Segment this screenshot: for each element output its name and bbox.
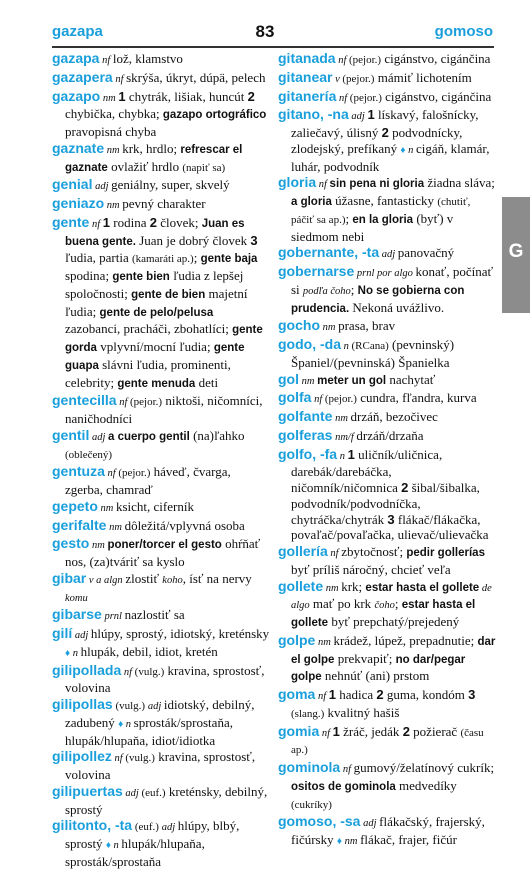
header-rule — [52, 46, 494, 48]
dictionary-entry — [52, 177, 270, 195]
grammar-label: nm — [100, 92, 119, 104]
sense-number: 2 — [247, 88, 255, 104]
usage-note: (pejor.) — [349, 91, 382, 104]
diamond-icon: ♦ — [336, 836, 342, 847]
phrase-example: no dar/pegar golpe — [291, 653, 466, 684]
definition-text: krádež, lúpež, prepadnutie; — [333, 632, 478, 648]
dictionary-entry — [52, 89, 270, 140]
definition-text: hlupák/hlupaňa, sprosták/sprostaňa — [65, 836, 205, 869]
entry-headword: gazapa — [52, 50, 100, 66]
dictionary-entry — [278, 107, 496, 174]
entry-headword: gilipollez — [52, 748, 112, 765]
grammar-label: n — [123, 718, 134, 730]
definition-text: spodina; — [65, 268, 113, 283]
entry-headword: gilí — [52, 625, 73, 641]
phrase-example: gente bien — [112, 271, 170, 283]
entry-headword: gobernante, -ta — [278, 244, 380, 261]
usage-note: (času ap.) — [291, 726, 484, 757]
definition-text: hlúpy, blbý, sprostý — [65, 818, 240, 851]
grammar-label: nm/f — [332, 431, 357, 443]
definition-text: sprosták/sprostaňa, hlupák/hlupaňa, idiot/idiotka — [65, 714, 233, 748]
definition-text: pravopisná chyba — [65, 124, 157, 139]
grammar-label: nf — [112, 73, 127, 85]
dictionary-entry — [278, 337, 496, 371]
phrase-example: No se gobierna con prudencia. — [291, 284, 465, 315]
grammar-label: n — [110, 840, 122, 851]
definition-text: cigánstvo, cigánčina — [381, 51, 491, 66]
definition-text: majetní ľudia; — [65, 285, 248, 319]
dictionary-entry — [278, 51, 496, 69]
phrase-example: refrescar el gaznate — [65, 143, 243, 174]
definition-text: nehnúť (ani) prstom — [321, 668, 430, 684]
grammar-label: nf — [116, 397, 131, 409]
dictionary-entry — [278, 409, 496, 427]
usage-note: (RCana) — [351, 340, 389, 352]
definition-text: gumový/želatínový cukrík; — [353, 760, 495, 775]
definition-text: chytrák, lišiak, huncút — [125, 88, 248, 104]
sense-number: 1 — [102, 214, 110, 230]
entry-headword: gol — [278, 370, 299, 387]
entry-headword: goma — [278, 686, 316, 702]
grammar-label: nm — [299, 375, 318, 387]
definition-text: ; — [345, 210, 353, 226]
entry-headword: golfante — [278, 408, 333, 424]
grammar-label: adj — [379, 249, 398, 261]
definition-text: prasa, brav — [338, 318, 396, 334]
grammar-label: nf — [311, 394, 325, 406]
sense-number: 2 — [149, 214, 157, 230]
phrase-example: sin pena ni gloria — [329, 178, 425, 191]
entry-headword: gilitonto, -ta — [52, 817, 133, 834]
entry-headword: golpe — [278, 631, 316, 648]
definition-text: žráč, jedák — [339, 723, 403, 739]
grammar-label: adj — [161, 822, 178, 834]
dictionary-entry — [278, 447, 496, 544]
grammar-label: komu — [65, 592, 88, 604]
usage-note: (kamaráti ap.) — [132, 253, 194, 266]
definition-text: drzáň, bezočivec — [350, 409, 438, 424]
grammar-label: n — [337, 450, 348, 462]
usage-note: (napiť sa) — [182, 161, 226, 174]
diamond-icon: ♦ — [400, 144, 406, 156]
usage-note: (cukríky) — [291, 798, 332, 811]
entry-headword: geniazo — [52, 195, 105, 211]
entry-headword: gazapo — [52, 87, 101, 104]
usage-note: (chutiť, páčiť sa ap.) — [291, 196, 471, 226]
grammar-label: nm — [106, 521, 125, 533]
dictionary-entry — [278, 372, 496, 390]
grammar-label: nf — [121, 666, 135, 678]
dictionary-entry — [52, 663, 270, 697]
dictionary-entry — [52, 697, 270, 748]
definition-text: ksicht, ciferník — [115, 498, 194, 514]
definition-text: ; — [350, 281, 358, 297]
grammar-label: nm — [315, 636, 334, 648]
dictionary-entry — [278, 264, 496, 317]
definition-text: geniálny, super, skvelý — [111, 177, 230, 193]
dictionary-entry — [52, 571, 270, 607]
page-number: 83 — [255, 22, 275, 41]
sense-number: 1 — [118, 88, 126, 104]
grammar-label: čoho — [374, 600, 395, 612]
usage-note: (slang.) — [291, 707, 325, 720]
phrase-example: estar hasta el gollete — [291, 599, 476, 629]
page-header — [0, 0, 530, 50]
phrase-example: gente menuda — [117, 377, 196, 390]
dictionary-entry — [278, 687, 496, 723]
grammar-label: prnl — [101, 611, 125, 623]
definition-text: dôležitá/vplyvná osoba — [124, 517, 245, 533]
usage-note: (pejor.) — [130, 396, 163, 409]
grammar-label: adj — [89, 431, 109, 443]
definition-text: prekvapiť; — [334, 650, 396, 666]
dictionary-entry — [52, 196, 270, 214]
phrase-example: pedir gollerías — [406, 547, 485, 559]
definition-text: panovačný — [397, 245, 455, 261]
grammar-label: nf — [99, 55, 113, 66]
definition-text: mámiť lichotením — [374, 69, 472, 85]
grammar-label: nf — [316, 179, 330, 191]
dictionary-entry — [52, 428, 270, 464]
entry-headword: gitanada — [278, 50, 336, 66]
entry-headword: gentil — [52, 426, 90, 443]
definition-text: Juan je dobrý človek — [135, 232, 251, 248]
definition-text: cundra, fľandra, kurva — [356, 390, 477, 406]
phrase-example: dar el golpe — [291, 635, 496, 666]
dictionary-entry — [278, 760, 496, 813]
definition-text: ovlažiť hrdlo — [107, 158, 183, 174]
definition-text: mať po krk — [309, 596, 375, 612]
dictionary-entry — [278, 245, 496, 263]
definition-text: lískavý, falošnícky, zaliečavý, úlisný — [291, 107, 479, 140]
definition-text: , ísť na nervy — [182, 570, 252, 586]
definition-text: niktoši, ničomníci, naničhodníci — [65, 393, 263, 426]
dictionary-entry — [52, 626, 270, 662]
entry-headword: gentecilla — [52, 392, 117, 409]
grammar-label: prnl por algo — [354, 268, 416, 279]
dictionary-entry — [52, 215, 270, 393]
grammar-label: v — [332, 73, 343, 85]
sense-number: 1 — [367, 107, 375, 123]
definition-text: vplyvní/mocní ľudia; — [96, 339, 214, 354]
definition-text: zazobanci, pracháči, zbohatlíci; — [65, 321, 233, 337]
definition-text: cigánstvo, cigánčina — [381, 88, 492, 104]
definition-text: flákačský, frajerský, fičúrsky — [291, 814, 485, 847]
grammar-label: adj — [92, 181, 112, 193]
definition-text: ; — [394, 596, 402, 612]
entry-headword: gente — [52, 213, 90, 230]
definition-text: kvalitný hašiš — [324, 704, 400, 720]
entry-headword: gloria — [278, 174, 317, 191]
dictionary-entry — [52, 784, 270, 818]
usage-note: (euf.) — [141, 786, 166, 799]
dictionary-entry — [52, 393, 270, 427]
definition-text: hlupák, debil, idiot, kretén — [80, 643, 218, 659]
dictionary-entry — [278, 318, 496, 336]
dictionary-entry — [52, 499, 270, 517]
left-running-headword: gazapa — [52, 23, 103, 40]
grammar-label: nf — [104, 468, 119, 480]
definition-text: kravina, sprostosť, volovina — [65, 662, 265, 696]
usage-note: (vulg.) — [125, 752, 155, 765]
phrase-example: Juan es buena gente. — [65, 217, 245, 248]
phrase-example: a gloria — [291, 196, 332, 208]
grammar-label: adj — [72, 630, 91, 641]
entry-headword: gilipuertas — [52, 782, 123, 799]
dictionary-entry — [278, 724, 496, 760]
sense-number: 2 — [402, 723, 410, 739]
definition-text: (pevninský) Španiel/(pevninská) Španielka — [291, 337, 455, 370]
left-column — [52, 51, 270, 871]
definition-text: krk; — [341, 578, 366, 594]
entry-headword: godo, -da — [278, 336, 341, 352]
dictionary-entry — [278, 175, 496, 244]
entry-headword: gilipollada — [52, 661, 122, 678]
entry-headword: gomoso, -sa — [278, 813, 361, 830]
grammar-label: nf — [336, 92, 350, 104]
grammar-label: nf — [327, 548, 342, 559]
entry-headword: gocho — [278, 317, 320, 334]
entry-headword: gibarse — [52, 606, 102, 623]
phrase-example: gente de bien — [131, 288, 206, 301]
grammar-label: nm — [104, 144, 123, 156]
grammar-label: podľa čoho — [302, 285, 351, 297]
entry-headword: gibar — [52, 569, 87, 586]
entry-headword: gaznate — [52, 139, 105, 156]
definition-text: nachytať — [386, 371, 436, 387]
usage-note: (vulg.) — [134, 665, 165, 678]
definition-text: háveď, čvarga, zgerba, chamraď — [65, 464, 231, 497]
dictionary-entry — [278, 579, 496, 632]
entry-headword: gollete — [278, 577, 324, 594]
dictionary-entry — [278, 70, 496, 88]
phrase-example: gazapo ortográfico — [162, 109, 267, 122]
grammar-label: n — [341, 341, 352, 352]
sense-number: 1 — [347, 446, 355, 462]
sense-number: 3 — [387, 511, 395, 527]
dictionary-entry — [278, 89, 496, 107]
definition-text: drzáň/drzaňa — [356, 427, 424, 443]
definition-text: krk, hrdlo; — [122, 140, 181, 156]
definition-text: uličník/uličnica, darebák/darebáčka, ničomník/ničomnica — [291, 446, 443, 495]
definition-text: flákač, frajer, fičúr — [360, 832, 457, 847]
grammar-label: adj — [147, 701, 164, 712]
definition-text: ľudia, partia — [65, 250, 133, 266]
dictionary-entry — [52, 749, 270, 783]
usage-note: (euf.) — [132, 821, 162, 834]
definition-text: Nekoná uvážlivo. — [349, 299, 445, 315]
definition-text: flákač/flákačka, povaľač/povaľačka, ulievač/ulievačka — [291, 511, 489, 543]
entry-headword: gobernarse — [278, 263, 355, 279]
phrase-example: gente baja — [200, 253, 258, 266]
definition-text: požierač — [409, 723, 461, 739]
phrase-example: a cuerpo gentil — [108, 430, 190, 443]
grammar-label: adj — [122, 787, 142, 799]
definition-text: žiadna sláva; — [424, 175, 495, 191]
dictionary-entry — [52, 141, 270, 177]
sense-number: 3 — [468, 687, 476, 702]
grammar-label: koho — [162, 574, 183, 586]
sense-number: 1 — [332, 723, 340, 739]
entry-headword: gitano, -na — [278, 106, 349, 123]
definition-text: konať, počínať si — [291, 264, 494, 297]
grammar-label: nf — [111, 753, 126, 765]
definition-text: ; — [193, 250, 201, 266]
entry-headword: gentuza — [52, 463, 105, 480]
grammar-label: nm — [104, 200, 123, 211]
thumb-index-letter: G — [508, 241, 524, 262]
grammar-label: de algo — [291, 582, 492, 612]
diamond-icon: ♦ — [65, 647, 71, 659]
entry-headword: gominola — [278, 759, 341, 775]
definition-text: ohŕňať nos, (za)tváriť sa kyslo — [65, 536, 261, 569]
usage-note: (oblečený) — [65, 448, 113, 461]
sense-number: 2 — [381, 125, 389, 140]
definition-text: podvodnícky, zlodejský, prefíkaný — [291, 125, 463, 156]
grammar-label: nm — [89, 540, 108, 552]
grammar-label: nf — [340, 764, 354, 775]
phrase-example: poner/torcer el gesto — [107, 539, 222, 552]
definition-text: šibal/šibalka, podvodník/podvodníčka, chytráčka/chytrák — [291, 480, 480, 527]
grammar-label: n — [405, 144, 416, 156]
definition-text: pevný charakter — [122, 196, 206, 211]
sense-number: 3 — [250, 232, 258, 248]
dictionary-entry — [278, 633, 496, 686]
definition-text: guma, kondóm — [383, 687, 469, 702]
definition-text: medvedíky — [395, 777, 457, 793]
grammar-label: nf — [315, 691, 329, 702]
grammar-label: v a algn — [86, 574, 126, 586]
right-column — [278, 51, 496, 851]
definition-text: cigáň, klamár, luhár, podvodník — [291, 140, 490, 174]
right-running-headword: gomoso — [434, 23, 493, 40]
definition-text: hadica — [336, 687, 377, 702]
definition-text: idiotský, debilný, zadubený — [65, 697, 255, 730]
phrase-example: gente guapa — [65, 342, 245, 372]
diamond-icon: ♦ — [118, 718, 124, 730]
entry-headword: gazapera — [52, 68, 113, 85]
definition-text: lož, klamstvo — [112, 51, 183, 66]
entry-headword: gomia — [278, 722, 320, 739]
grammar-label: nf — [89, 218, 103, 230]
dictionary-entry — [52, 536, 270, 570]
grammar-label: nm — [323, 582, 342, 594]
dictionary-entry — [278, 428, 496, 446]
usage-note: (pejor.) — [342, 72, 375, 85]
entry-headword: gilipollas — [52, 696, 113, 712]
entry-headword: gitanería — [278, 87, 337, 104]
definition-text: skrýša, úkryt, dúpä, pelech — [126, 69, 266, 85]
phrase-example: en la gloria — [352, 213, 414, 226]
dictionary-entry — [52, 518, 270, 536]
dictionary-entry — [52, 818, 270, 869]
entry-headword: gollería — [278, 543, 328, 559]
grammar-label: nm — [320, 322, 339, 334]
definition-text: byť prepchatý/prejedený — [328, 614, 460, 629]
entry-headword: gitanear — [278, 68, 333, 85]
dictionary-entry — [52, 464, 270, 498]
usage-note: (pejor.) — [118, 467, 151, 480]
usage-note: (pejor.) — [324, 393, 357, 406]
sense-number: 1 — [328, 687, 336, 702]
entry-headword: gepeto — [52, 497, 98, 514]
usage-note: (pejor.) — [349, 54, 382, 66]
definition-text: (byť) v siedmom nebi — [291, 210, 454, 244]
definition-text: (na)ľahko — [189, 427, 245, 443]
phrase-example: ositos de gominola — [291, 780, 396, 793]
grammar-label: n — [70, 647, 81, 659]
phrase-example: gente gorda — [65, 324, 263, 354]
grammar-label: nm — [341, 836, 361, 847]
definition-text: hlúpy, sprostý, idiotský, kreténsky — [90, 626, 270, 641]
grammar-label: adj — [348, 111, 368, 123]
entry-headword: genial — [52, 176, 93, 193]
definition-text: rodina — [110, 214, 150, 230]
entry-headword: golfa — [278, 389, 312, 406]
grammar-label: nf — [335, 55, 349, 66]
entry-headword: golferas — [278, 426, 333, 443]
dictionary-entry — [52, 607, 270, 625]
definition-text: deti — [195, 374, 219, 390]
phrase-example: gente de pelo/pelusa — [99, 306, 214, 319]
definition-text: nazlostiť sa — [124, 607, 185, 623]
entry-headword: gesto — [52, 535, 90, 552]
dictionary-entry — [52, 51, 270, 69]
dictionary-entry — [278, 814, 496, 850]
definition-text: byť príliš náročný, chcieť veľa — [291, 561, 451, 577]
entry-headword: golfo, -fa — [278, 445, 338, 462]
phrase-example: estar hasta el gollete — [365, 581, 480, 594]
grammar-label: nf — [319, 727, 333, 739]
definition-text: chybička, chybka; — [65, 106, 163, 122]
thumb-index-tab[interactable] — [502, 197, 530, 313]
definition-text: zbytočnosť; — [341, 544, 407, 559]
grammar-label: nm — [97, 502, 116, 514]
definition-text: slávni ľudia, prominenti, celebrity; — [65, 356, 231, 390]
definition-text: kravina, sprostosť, volovina — [65, 749, 256, 782]
definition-text: kreténsky, debilný, sprostý — [65, 783, 268, 817]
dictionary-entry — [278, 544, 496, 578]
definition-text: úžasne, fantasticky — [331, 193, 438, 208]
grammar-label: nm — [332, 413, 351, 424]
definition-text: ľudia z lepšej spoločnosti; — [65, 268, 244, 301]
phrase-example: meter un gol — [317, 374, 387, 387]
definition-text: človek; — [156, 214, 202, 230]
sense-number: 2 — [376, 687, 384, 702]
diamond-icon: ♦ — [105, 840, 111, 851]
definition-text: zlostiť — [125, 570, 163, 586]
grammar-label: adj — [360, 818, 380, 830]
dictionary-entry — [278, 390, 496, 408]
dictionary-entry — [52, 70, 270, 88]
entry-headword: gerifalte — [52, 516, 107, 533]
usage-note: (vulg.) — [112, 700, 148, 712]
sense-number: 2 — [401, 480, 409, 495]
